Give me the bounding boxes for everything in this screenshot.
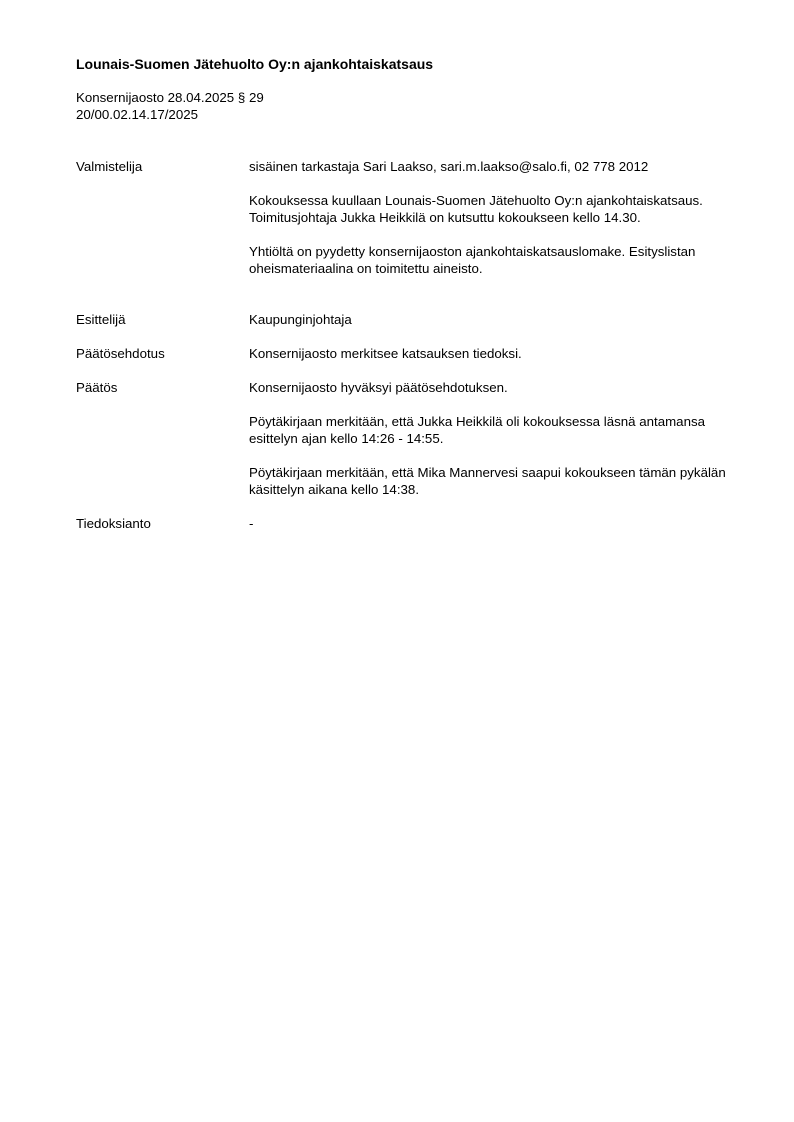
paatos-content — [249, 379, 740, 498]
esittelija-label: Esittelijä — [76, 312, 126, 327]
paatosehdotus-value: Konsernijaosto merkitsee katsauksen tiedoksi. — [249, 346, 522, 361]
section-paatos — [76, 379, 740, 498]
valmistelija-content — [249, 158, 740, 277]
document-title: Lounais-Suomen Jätehuolto Oy:n ajankohtaiskatsaus — [76, 56, 434, 72]
meeting-line: Konsernijaosto 28.04.2025 § 29 — [76, 90, 264, 105]
section-paatosehdotus — [76, 345, 740, 362]
record-number: 20/00.02.14.17/2025 — [76, 107, 199, 122]
section-valmistelija — [76, 158, 740, 277]
paatosehdotus-label: Päätösehdotus — [76, 346, 165, 361]
document-page — [76, 55, 740, 532]
section-esittelija — [76, 311, 740, 328]
paatos-paragraph: Pöytäkirjaan merkitään, että Jukka Heikkilä oli kokouksessa läsnä antamansa esittelyn ajan kello 14:26 - 14:55. — [249, 414, 706, 446]
document-meta — [76, 89, 740, 123]
valmistelija-label: Valmistelija — [76, 159, 143, 174]
tiedoksianto-label: Tiedoksianto — [76, 516, 151, 531]
paatos-label: Päätös — [76, 380, 118, 395]
paatos-paragraph: Pöytäkirjaan merkitään, että Mika Mannervesi saapui kokoukseen tämän pykälän käsittelyn aikana kello 14:38. — [249, 465, 726, 497]
tiedoksianto-value: - — [249, 516, 254, 531]
valmistelija-paragraph: Kokouksessa kuullaan Lounais-Suomen Jätehuolto Oy:n ajankohtaiskatsaus. Toimitusjohtaja Jukka Heikkilä on kutsuttu kokoukseen kello 14.30. — [249, 193, 703, 225]
section-tiedoksianto — [76, 515, 740, 532]
valmistelija-contact: sisäinen tarkastaja Sari Laakso, sari.m.laakso@salo.fi, 02 778 2012 — [249, 159, 649, 174]
valmistelija-paragraph: Yhtiöltä on pyydetty konsernijaoston ajankohtaiskatsauslomake. Esityslistan oheismateriaalina on toimitettu aineisto. — [249, 244, 696, 276]
esittelija-value: Kaupunginjohtaja — [249, 312, 352, 327]
paatos-paragraph: Konsernijaosto hyväksyi päätösehdotuksen. — [249, 380, 508, 395]
